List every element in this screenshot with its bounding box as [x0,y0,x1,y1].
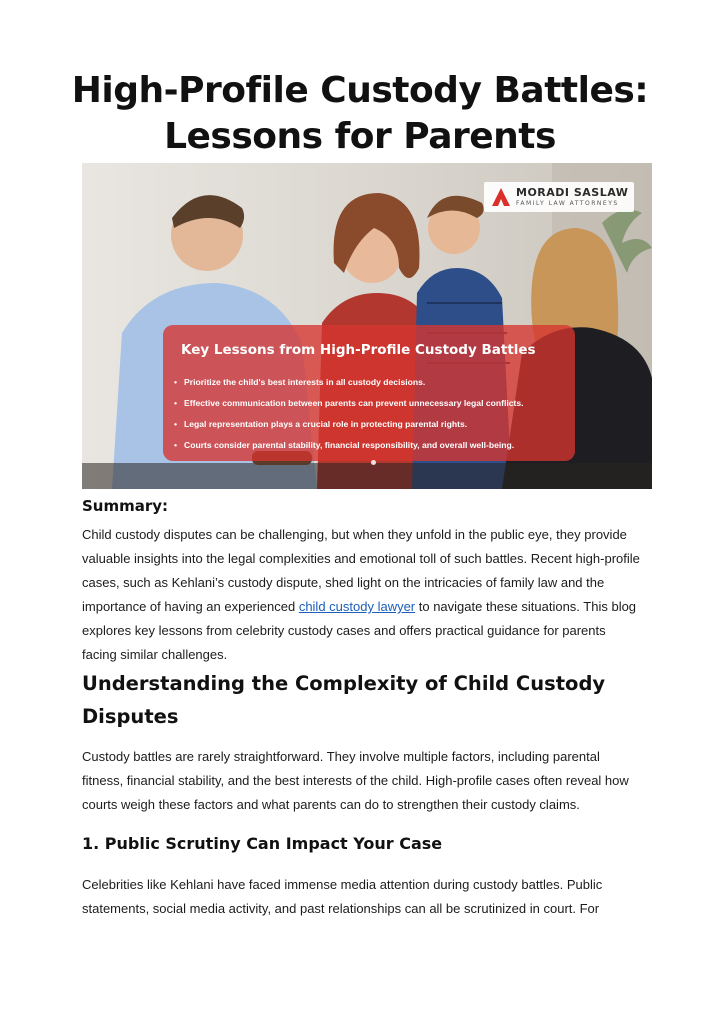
overlay-title: Key Lessons from High-Profile Custody Battles [181,342,536,358]
summary-text-start: Child custody disputes can be challenging, but when they unfold in the public eye, they provide valuable insights into the legal complexities and emotional toll of such battles. Recent high-profile cases, such as Kehlani’s custody dispute, shed light on the intricacies of family law and the importance of having an experienced [82,527,640,614]
overlay-bullet: • Legal representation plays a crucial role in protecting parental rights. [172,414,524,435]
complexity-paragraph: Custody battles are rarely straightforward. They involve multiple factors, including parental fitness, financial stability, and the best interests of the child. High-profile cases often reveal how courts weigh these factors and what parents can do to strengthen their custody claims. [82,749,629,812]
logo-name: MORADI SASLAW [516,186,629,199]
logo-mark-icon [490,186,512,208]
overlay-bullet: • Prioritize the child's best interests in all custody decisions. [172,372,524,393]
page-title: High-Profile Custody Battles: Lessons for Parents [71,70,649,157]
overlay-bullet: • Effective communication between parents can prevent unnecessary legal conflicts. [172,393,524,414]
summary-paragraph [82,523,642,667]
summary-text-end: to navigate these situations. This blog explores key lessons from celebrity custody cases and offers practical guidance for parents facing similar challenges. [82,599,637,662]
summary-heading: Summary: [82,497,169,515]
section-heading-complexity: Understanding the Complexity of Child Custody Disputes [82,672,606,728]
carousel-dot-icon [371,460,376,465]
overlay-bullet-list [172,372,524,456]
public-scrutiny-paragraph: Celebrities like Kehlani have faced immense media attention during custody battles. Public statements, social media activity, and past relationships can all be scrutinized in court. For [82,877,603,916]
overlay-bullet: • Courts consider parental stability, financial responsibility, and overall well-being. [172,435,524,456]
section-heading-public-scrutiny: 1. Public Scrutiny Can Impact Your Case [82,834,443,853]
child-custody-lawyer-link[interactable]: child custody lawyer [298,599,416,614]
logo-tagline: FAMILY LAW ATTORNEYS [516,200,619,207]
firm-logo [484,182,634,212]
